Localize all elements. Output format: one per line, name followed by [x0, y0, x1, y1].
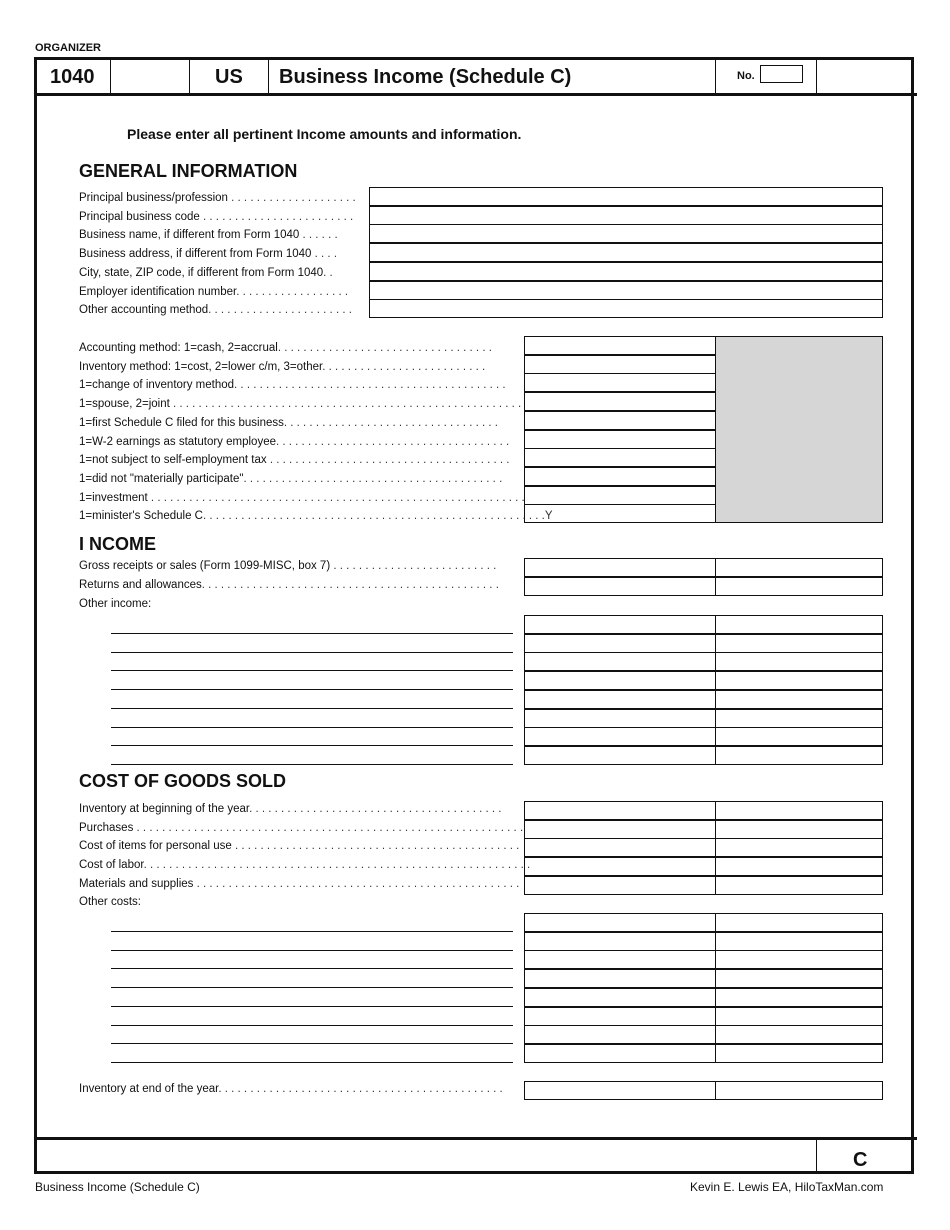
- other-cost-amount-2[interactable]: [715, 950, 883, 969]
- page-title: Business Income (Schedule C): [279, 66, 572, 88]
- other-income-amount[interactable]: [524, 634, 716, 653]
- income-label: [79, 559, 496, 573]
- leader-dots: . . . . . . . . . . . . . . . . . . . . . . . . . . . . . . . . . . . . . . . . . . . . .: [231, 840, 520, 853]
- option-label-text: Inventory method: 1=cost, 2=lower c/m, 3=other: [79, 360, 323, 373]
- option-label-text: 1=did not "materially participate": [79, 472, 244, 485]
- cogs-amount[interactable]: [524, 820, 716, 839]
- leader-dots: . . . . . . . . . . . . . . . . . .: [236, 285, 349, 298]
- option-label: [79, 491, 525, 505]
- general-field-label-text: Other accounting method: [79, 304, 209, 317]
- option-label: [79, 509, 553, 523]
- option-label-text: 1=change of inventory method: [79, 379, 235, 392]
- other-cost-amount-2[interactable]: [715, 988, 883, 1007]
- leader-dots: . . . .: [311, 248, 338, 261]
- other-income-description-line[interactable]: [111, 633, 513, 634]
- other-cost-amount[interactable]: [524, 950, 716, 969]
- general-field-label-text: Business name, if different from Form 1040: [79, 229, 300, 242]
- other-income-amount-2[interactable]: [715, 709, 883, 728]
- other-income-description-line[interactable]: [111, 745, 513, 746]
- option-input[interactable]: [524, 504, 716, 523]
- other-cost-amount[interactable]: [524, 1044, 716, 1063]
- other-cost-amount[interactable]: [524, 932, 716, 951]
- option-label: [79, 453, 509, 467]
- leader-dots: . . . . . . . . . . . . . . . . . . . . . . . . . . . . . . . . . . . . . . . .: [249, 803, 502, 815]
- other-cost-amount[interactable]: [524, 1025, 716, 1044]
- other-cost-amount[interactable]: [524, 988, 716, 1007]
- other-income-description-line[interactable]: [111, 670, 513, 671]
- other-cost-amount[interactable]: [524, 913, 716, 932]
- cogs-amount[interactable]: [524, 857, 716, 876]
- other-cost-amount-2[interactable]: [715, 1007, 883, 1026]
- cogs-amount-2[interactable]: [715, 838, 883, 857]
- cogs-amount[interactable]: [524, 801, 716, 820]
- general-field-label-text: Employer identification number: [79, 285, 237, 298]
- cogs-label-text: Cost of items for personal use: [79, 840, 232, 853]
- cogs-amount-2[interactable]: [715, 876, 883, 895]
- income-amount-2[interactable]: [715, 558, 883, 577]
- other-cost-amount[interactable]: [524, 1007, 716, 1026]
- header-sep: [816, 59, 817, 94]
- cogs-amount-2[interactable]: [715, 820, 883, 839]
- section-heading-income: I NCOME: [79, 534, 157, 554]
- leader-dots: . . . . . . . . . . . . . . . . . . . . . . . . . . . . . . . . . .: [283, 416, 498, 429]
- option-label-text: 1=not subject to self-employment tax: [79, 454, 267, 467]
- leader-dots: . . . . . . . . . . . . . . . . . . . . . . . . . . . . . . . . . . . . .: [276, 435, 510, 448]
- option-label-text: 1=investment: [79, 491, 148, 504]
- leader-dots: . . . . . . . . . . . . . . . . . . . . . . . . . .: [322, 360, 486, 373]
- leader-dots: . . . . . . . . . . . . . . . . . . . . . . . . . . . . . . . . . . . . . . . . . . . . . . . . . . .: [193, 877, 520, 890]
- section-heading-general: GENERAL INFORMATION: [79, 161, 298, 181]
- option-label-text: 1=minister's Schedule C: [79, 510, 203, 523]
- instruction-text: Please enter all pertinent Income amounts and information.: [127, 126, 522, 142]
- section-heading-cogs: COST OF GOODS SOLD: [79, 771, 287, 791]
- leader-dots: . . . . . . . . . . . . . . . . . . . . . . . .: [199, 210, 354, 223]
- option-input[interactable]: [524, 392, 716, 411]
- leader-dots: . . . . . . . . . . . . . . . . . . . . . . . . . . . . . . . . . . . . . . . . . . . . . . . . . . . . . . . . . . .: [147, 491, 525, 504]
- leader-dots: . . . . . . . . . . . . . . . . . . . . . . . . . . . . . . . . . . . . . . . . . . . . . . .: [201, 578, 499, 591]
- cogs-label: [79, 802, 502, 816]
- cogs-label: [79, 858, 530, 872]
- leader-dots: . . . . . . . . . . . . . . . . . . . . . . . . . . . . . . . . . . . . . . . . . . . . . . . . . . . . . . . . . . . . .: [133, 821, 524, 834]
- general-field-input[interactable]: [369, 262, 883, 281]
- other-income-amount-2[interactable]: [715, 727, 883, 746]
- other-cost-amount-2[interactable]: [715, 1025, 883, 1044]
- other-cost-amount-2[interactable]: [715, 969, 883, 988]
- header-sep: [110, 59, 111, 94]
- option-label: [79, 360, 485, 374]
- option-input[interactable]: [524, 336, 716, 355]
- leader-dots: . . . . . . . . . . . . . . . . . . . . . . . . . . . . . . . . . . . . . . . . . . .: [234, 379, 506, 392]
- inventory-end-text: Inventory at end of the year: [79, 1083, 219, 1095]
- general-field-input[interactable]: [369, 187, 883, 206]
- cogs-amount-2[interactable]: [715, 801, 883, 820]
- other-cost-description-line[interactable]: [111, 1006, 513, 1007]
- income-amount[interactable]: [524, 577, 716, 596]
- other-income-description-line[interactable]: [111, 689, 513, 690]
- other-cost-amount-2[interactable]: [715, 1044, 883, 1063]
- income-amount-2[interactable]: [715, 577, 883, 596]
- other-income-amount-2[interactable]: [715, 652, 883, 671]
- shaded-area: [715, 336, 883, 523]
- cogs-label-text: Inventory at beginning of the year: [79, 803, 250, 815]
- option-input[interactable]: [524, 430, 716, 449]
- general-field-input[interactable]: [369, 281, 883, 300]
- header-divider: [34, 93, 917, 96]
- footer-divider: [34, 1137, 917, 1140]
- other-income-description-line[interactable]: [111, 764, 513, 765]
- other-income-description-line[interactable]: [111, 652, 513, 653]
- other-cost-amount-2[interactable]: [715, 913, 883, 932]
- inventory-end-label: [79, 1082, 503, 1096]
- general-field-label-text: Principal business code: [79, 210, 200, 223]
- leader-dots: . . . . . . . . . . . . . . . . . . . . . . . . . . . . . . . . . . . . . . . . . . . . . . . . . . . . . .Y: [202, 510, 553, 523]
- other-cost-description-line[interactable]: [111, 1043, 513, 1044]
- general-field-label: [79, 303, 352, 317]
- inventory-end-amount[interactable]: [524, 1081, 716, 1100]
- cogs-amount[interactable]: [524, 876, 716, 895]
- option-label-text: 1=spouse, 2=joint: [79, 398, 170, 411]
- cogs-label: [79, 877, 519, 891]
- option-label: [79, 435, 509, 449]
- general-field-label: [79, 266, 333, 280]
- general-field-input[interactable]: [369, 243, 883, 262]
- other-income-amount-2[interactable]: [715, 746, 883, 765]
- leader-dots: . . . . . . . . . . . . . . . . . . . .: [227, 192, 356, 204]
- general-field-label: [79, 191, 356, 205]
- general-field-input[interactable]: [369, 224, 883, 243]
- schedule-code: C: [853, 1149, 868, 1171]
- other-cost-description-line[interactable]: [111, 1025, 513, 1026]
- organizer-label: ORGANIZER: [35, 42, 101, 54]
- other-income-amount[interactable]: [524, 709, 716, 728]
- other-cost-description-line[interactable]: [111, 968, 513, 969]
- general-field-label-text: Business address, if different from Form 1040: [79, 248, 312, 261]
- cogs-label: [79, 839, 519, 853]
- option-input[interactable]: [524, 486, 716, 505]
- cogs-amount[interactable]: [524, 838, 716, 857]
- option-label: [79, 397, 521, 411]
- income-label: [79, 578, 499, 592]
- option-label: [79, 341, 492, 355]
- other-income-amount-2[interactable]: [715, 671, 883, 690]
- other-income-amount-2[interactable]: [715, 634, 883, 653]
- option-label-text: 1=W-2 earnings as statutory employee: [79, 435, 276, 448]
- other-cost-amount[interactable]: [524, 969, 716, 988]
- inventory-end-amount-2[interactable]: [715, 1081, 883, 1100]
- option-input[interactable]: [524, 448, 716, 467]
- footer-title: Business Income (Schedule C): [35, 1180, 200, 1194]
- footer-credit: Kevin E. Lewis EA, HiloTaxMan.com: [690, 1180, 884, 1194]
- option-label: [79, 416, 498, 430]
- other-income-amount-2[interactable]: [715, 615, 883, 634]
- general-field-label: [79, 210, 353, 224]
- leader-dots: . . . . . . . . . . . . . . . . . . . . . . . . . . . . . . . . . . . . . . . . . . . . .: [218, 1083, 503, 1095]
- leader-dots: . . . . . . . . . . . . . . . . . . . . . . . . . .: [330, 560, 497, 572]
- footer-sep: [816, 1139, 817, 1174]
- leader-dots: . .: [323, 266, 333, 279]
- country-code: US: [215, 66, 243, 88]
- other-cost-description-line[interactable]: [111, 931, 513, 932]
- general-field-label: [79, 285, 348, 299]
- option-input[interactable]: [524, 355, 716, 374]
- cogs-label-text: Materials and supplies: [79, 877, 194, 890]
- general-field-label-text: Principal business/profession: [79, 192, 228, 204]
- option-label-text: Accounting method: 1=cash, 2=accrual: [79, 342, 278, 354]
- option-input[interactable]: [524, 467, 716, 486]
- form-id: 1040: [50, 66, 95, 88]
- other-cost-description-line[interactable]: [111, 987, 513, 988]
- other-income-amount-2[interactable]: [715, 690, 883, 709]
- number-input[interactable]: [760, 65, 803, 83]
- other-cost-description-line[interactable]: [111, 1062, 513, 1063]
- income-label-text: Returns and allowances: [79, 578, 202, 591]
- option-label-text: 1=first Schedule C filed for this business: [79, 416, 284, 429]
- income-amount[interactable]: [524, 558, 716, 577]
- leader-dots: . . . . . . . . . . . . . . . . . . . . . . . . . . . . . . . . . . . . . . . . .: [243, 472, 503, 485]
- general-field-label-text: City, state, ZIP code, if different from Form 1040: [79, 266, 324, 279]
- leader-dots: . . . . . . . . . . . . . . . . . . . . . . . . . . . . . . . . . . . . . . . . . . . . . . . . . . . . . . . . . . . . .: [143, 859, 531, 872]
- cogs-label: [79, 821, 523, 835]
- header-sep: [715, 59, 716, 94]
- other-income-description-line[interactable]: [111, 727, 513, 728]
- other-costs-label: Other costs:: [79, 896, 141, 908]
- general-field-input[interactable]: [369, 206, 883, 225]
- other-cost-amount-2[interactable]: [715, 932, 883, 951]
- header-sep: [268, 59, 269, 94]
- general-field-label: [79, 247, 337, 261]
- other-income-label: Other income:: [79, 598, 152, 610]
- other-income-amount[interactable]: [524, 652, 716, 671]
- cogs-amount-2[interactable]: [715, 857, 883, 876]
- income-label-text: Gross receipts or sales (Form 1099-MISC, box 7): [79, 560, 331, 572]
- option-input[interactable]: [524, 373, 716, 392]
- other-income-amount[interactable]: [524, 727, 716, 746]
- option-label: [79, 472, 502, 486]
- cogs-label-text: Cost of labor: [79, 859, 144, 872]
- other-income-description-line[interactable]: [111, 708, 513, 709]
- cogs-label-text: Purchases: [79, 821, 134, 834]
- leader-dots: . . . . . . . . . . . . . . . . . . . . . . . . . . . . . . . . . . . . . . . . . . . . . . . . . . . . . . .: [169, 398, 522, 411]
- leader-dots: . . . . . . . . . . . . . . . . . . . . . . . . . . . . . . . . . .: [277, 342, 492, 354]
- other-income-amount[interactable]: [524, 671, 716, 690]
- other-income-amount[interactable]: [524, 746, 716, 765]
- general-field-label: [79, 228, 338, 242]
- header-sep: [189, 59, 190, 94]
- leader-dots: . . . . . .: [299, 229, 338, 242]
- leader-dots: . . . . . . . . . . . . . . . . . . . . . . . . . . . . . . . . . . . . . .: [266, 454, 510, 467]
- number-label: No.: [737, 70, 755, 82]
- option-input[interactable]: [524, 411, 716, 430]
- leader-dots: . . . . . . . . . . . . . . . . . . . . . . .: [208, 304, 352, 317]
- other-income-amount[interactable]: [524, 690, 716, 709]
- general-field-input[interactable]: [369, 299, 883, 318]
- option-label: [79, 378, 506, 392]
- other-income-amount[interactable]: [524, 615, 716, 634]
- other-cost-description-line[interactable]: [111, 950, 513, 951]
